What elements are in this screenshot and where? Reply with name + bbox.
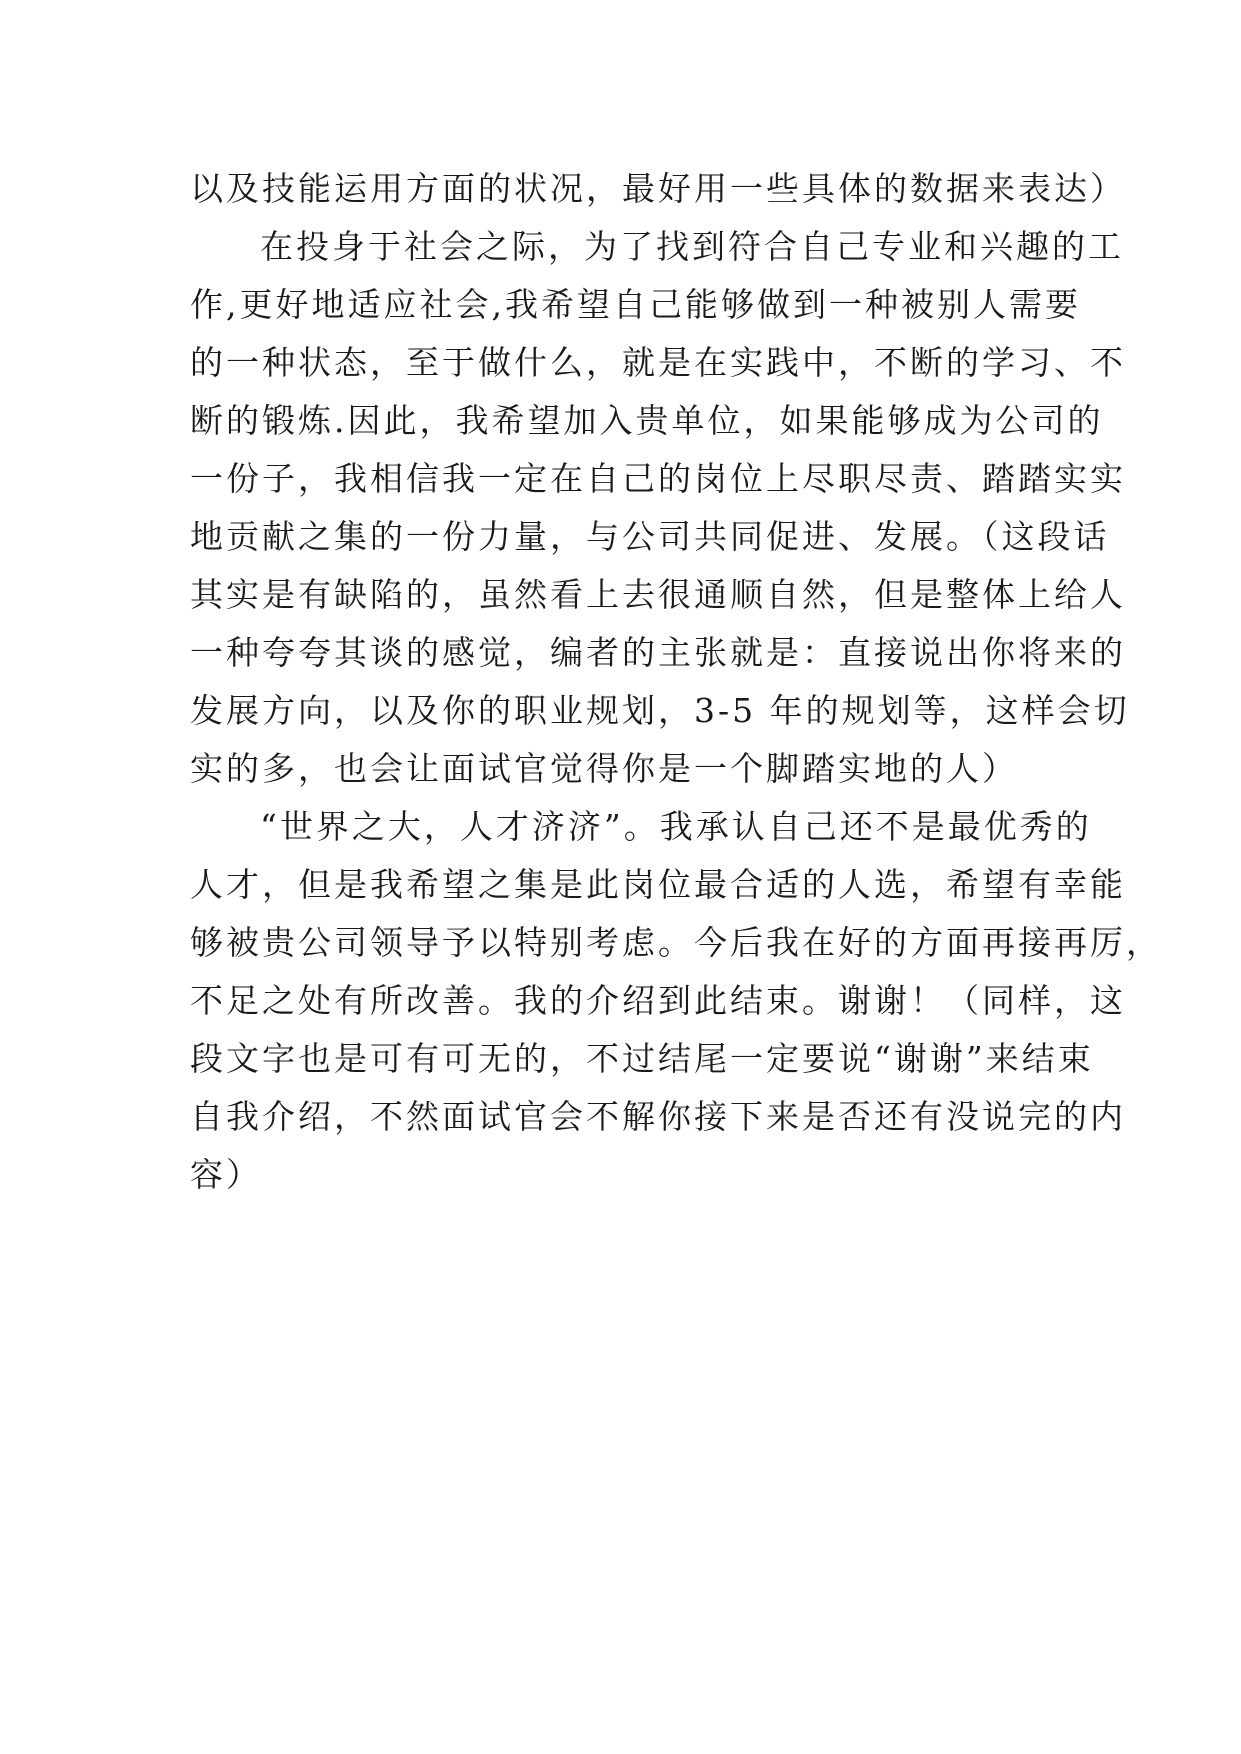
text-line: 够被贵公司领导予以特别考虑。今后我在好的方面再接再厉， (190, 923, 1162, 962)
text-line: 实的多，也会让面试官觉得你是一个脚踏实地的人） (190, 749, 1018, 788)
text-line: 其实是有缺陷的，虽然看上去很通顺自然，但是整体上给人 (190, 575, 1126, 614)
text-line: 一份子，我相信我一定在自己的岗位上尽职尽责、踏踏实实 (190, 459, 1126, 498)
paragraph-start-line: “世界之大，人才济济”。我承认自己还不是最优秀的 (260, 807, 1092, 846)
paragraph-start-line: 在投身于社会之际，为了找到符合自己专业和兴趣的工 (260, 227, 1124, 266)
text-line: 发展方向，以及你的职业规划，3-5 年的规划等，这样会切 (190, 691, 1130, 730)
body-text (190, 160, 1162, 1204)
text-line: 不足之处有所改善。我的介绍到此结束。谢谢！（同样，这 (190, 981, 1126, 1020)
text-line: 一种夸夸其谈的感觉，编者的主张就是：直接说出你将来的 (190, 633, 1126, 672)
text-line: 容） (190, 1155, 262, 1194)
text-line: 断的锻炼.因此，我希望加入贵单位，如果能够成为公司的 (190, 401, 1104, 440)
text-line: 的一种状态，至于做什么，就是在实践中，不断的学习、不 (190, 343, 1126, 382)
text-line: 段文字也是可有可无的，不过结尾一定要说“谢谢”来结束 (190, 1039, 1094, 1078)
text-line: 地贡献之集的一份力量，与公司共同促进、发展。（这段话 (190, 517, 1110, 556)
text-line: 以及技能运用方面的状况，最好用一些具体的数据来表达） (190, 169, 1126, 208)
text-line: 自我介绍，不然面试官会不解你接下来是否还有没说完的内 (190, 1097, 1126, 1136)
text-line: 人才，但是我希望之集是此岗位最合适的人选，希望有幸能 (190, 865, 1126, 904)
text-line: 作,更好地适应社会,我希望自己能够做到一种被别人需要 (190, 285, 1081, 324)
